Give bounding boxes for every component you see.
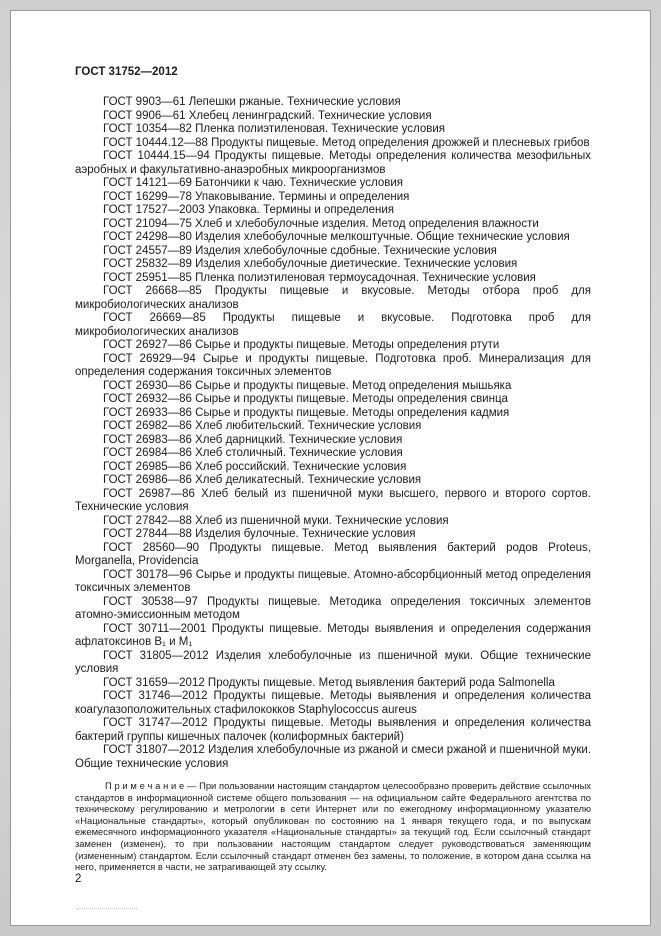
standard-entry: ГОСТ 30178—96 Сырье и продукты пищевые. Атомно-абсорбционный метод определения токсичных элементов: [75, 568, 591, 594]
standard-entry: ГОСТ 24557—89 Изделия хлебобулочные сдобные. Технические условия: [103, 244, 497, 257]
standard-entry: ГОСТ 26985—86 Хлеб российский. Технические условия: [103, 460, 407, 473]
standard-entry: ГОСТ 26982—86 Хлеб любительский. Технические условия: [103, 420, 422, 432]
note-paragraph: П р и м е ч а н и е — При пользовании настоящим стандартом целесообразно проверить действие ссылочных стандартов в информационной системе общего пользования — на официальном сайте Федерального агентства по техническому регулированию и метрологии в сети Интернет или по ежегодному информационному указателю «Национальные стандарты», который опубликован по состоянию на 1 января текущего года, и по выпускам ежемесячного информационного указателя «Национальные стандарты» за текущий год. Если ссылочный стандарт заменен (изменен), то при пользовании настоящим стандартом следует руководствоваться заменяющим (измененным) стандартом. Если ссылочный стандарт отменен без замены, то положение, в котором дана ссылка на него, применяется в части, не затрагивающей эту ссылку.: [75, 780, 591, 873]
standard-entry: ГОСТ 31747—2012 Продукты пищевые. Методы выявления и определения количества бактерий группы кишечных палочек (колиформных бактерий): [75, 717, 591, 743]
standard-entry: ГОСТ 31805—2012 Изделия хлебобулочные из пшеничной муки. Общие технические условия: [75, 649, 591, 675]
standard-entry: ГОСТ 21094—75 Хлеб и хлебобулочные изделия. Метод определения влажности: [103, 217, 539, 230]
standard-entry: ГОСТ 9903—61 Лепешки ржаные. Технические условия: [103, 96, 401, 108]
standard-entry: ГОСТ 31807—2012 Изделия хлебобулочные из ржаной и смеси ржаной и пшеничной муки. Общие технические условия: [75, 744, 591, 770]
standard-entry: ГОСТ 26933—86 Сырье и продукты пищевые. Методы определения кадмия: [103, 406, 510, 419]
standard-entry: ГОСТ 26669—85 Продукты пищевые и вкусовые. Подготовка проб для микробиологических анализов: [75, 312, 591, 338]
standard-entry: ГОСТ 26668—85 Продукты пищевые и вкусовые. Методы отбора проб для микробиологических анализов: [75, 285, 591, 311]
standard-entry: ГОСТ 10444.12—88 Продукты пищевые. Метод определения дрожжей и плесневых грибов: [103, 136, 590, 149]
standard-entry: ГОСТ 9906—61 Хлебец ленинградский. Технические условия: [103, 109, 432, 122]
standard-entry: ГОСТ 10354—82 Пленка полиэтиленовая. Технические условия: [103, 123, 445, 135]
standard-entry: ГОСТ 25832—89 Изделия хлебобулочные диетические. Технические условия: [103, 258, 518, 270]
standard-entry: ГОСТ 28560—90 Продукты пищевые. Метод выявления бактерий родов Proteus, Morganella, Providencia: [75, 541, 591, 567]
standard-entry: ГОСТ 16299—78 Упаковывание. Термины и определения: [103, 190, 410, 203]
standard-entry: ГОСТ 30711—2001 Продукты пищевые. Методы выявления и определения содержания афлатоксинов B₁ и M₁: [75, 622, 591, 648]
standard-entry: ГОСТ 26987—86 Хлеб белый из пшеничной муки высшего, первого и второго сортов. Технические условия: [75, 487, 591, 513]
standard-entry: ГОСТ 25951—85 Пленка полиэтиленовая термоусадочная. Технические условия: [103, 271, 536, 284]
standard-entry: ГОСТ 26984—86 Хлеб столичный. Технические условия: [103, 447, 403, 459]
standard-entry: ГОСТ 31746—2012 Продукты пищевые. Методы выявления и определения количества коагулазоположительных стафилококков Staphylococcus aureus: [75, 690, 591, 716]
page-number: 2: [75, 873, 82, 885]
standard-entry: ГОСТ 14121—69 Батончики к чаю. Технические условия: [103, 177, 403, 189]
standard-entry: ГОСТ 26983—86 Хлеб дарницкий. Технические условия: [103, 433, 403, 446]
standard-entry: ГОСТ 17527—2003 Упаковка. Термины и определения: [103, 204, 394, 216]
standard-entry: ГОСТ 31659—2012 Продукты пищевые. Метод выявления бактерий рода Salmonella: [103, 676, 555, 689]
standard-entry: ГОСТ 26930—86 Сырье и продукты пищевые. Метод определения мышьяка: [103, 379, 512, 392]
standard-entry: ГОСТ 26986—86 Хлеб деликатесный. Технические условия: [103, 474, 422, 486]
document-code-header: ГОСТ 31752—2012: [75, 66, 178, 78]
referenced-standards-list: [75, 96, 591, 771]
document-page: [10, 10, 651, 926]
standard-entry: ГОСТ 10444.15—94 Продукты пищевые. Методы определения количества мезофильных аэробных и факультативно-анаэробных микроорганизмов: [75, 150, 591, 176]
standard-entry: ГОСТ 26927—86 Сырье и продукты пищевые. Методы определения ртути: [103, 339, 500, 351]
standard-entry: ГОСТ 26932—86 Сырье и продукты пищевые. Методы определения свинца: [103, 393, 508, 405]
standard-entry: ГОСТ 26929—94 Сырье и продукты пищевые. Подготовка проб. Минерализация для определения содержания токсичных элементов: [75, 352, 591, 378]
standard-entry: ГОСТ 24298—80 Изделия хлебобулочные мелкоштучные. Общие технические условия: [103, 231, 570, 243]
standard-entry: ГОСТ 27842—88 Хлеб из пшеничной муки. Технические условия: [103, 514, 449, 527]
scan-artifact: [77, 905, 137, 909]
standard-entry: ГОСТ 30538—97 Продукты пищевые. Методика определения токсичных элементов атомно-эмиссионным методом: [75, 595, 591, 621]
standard-entry: ГОСТ 27844—88 Изделия булочные. Технические условия: [103, 528, 416, 540]
